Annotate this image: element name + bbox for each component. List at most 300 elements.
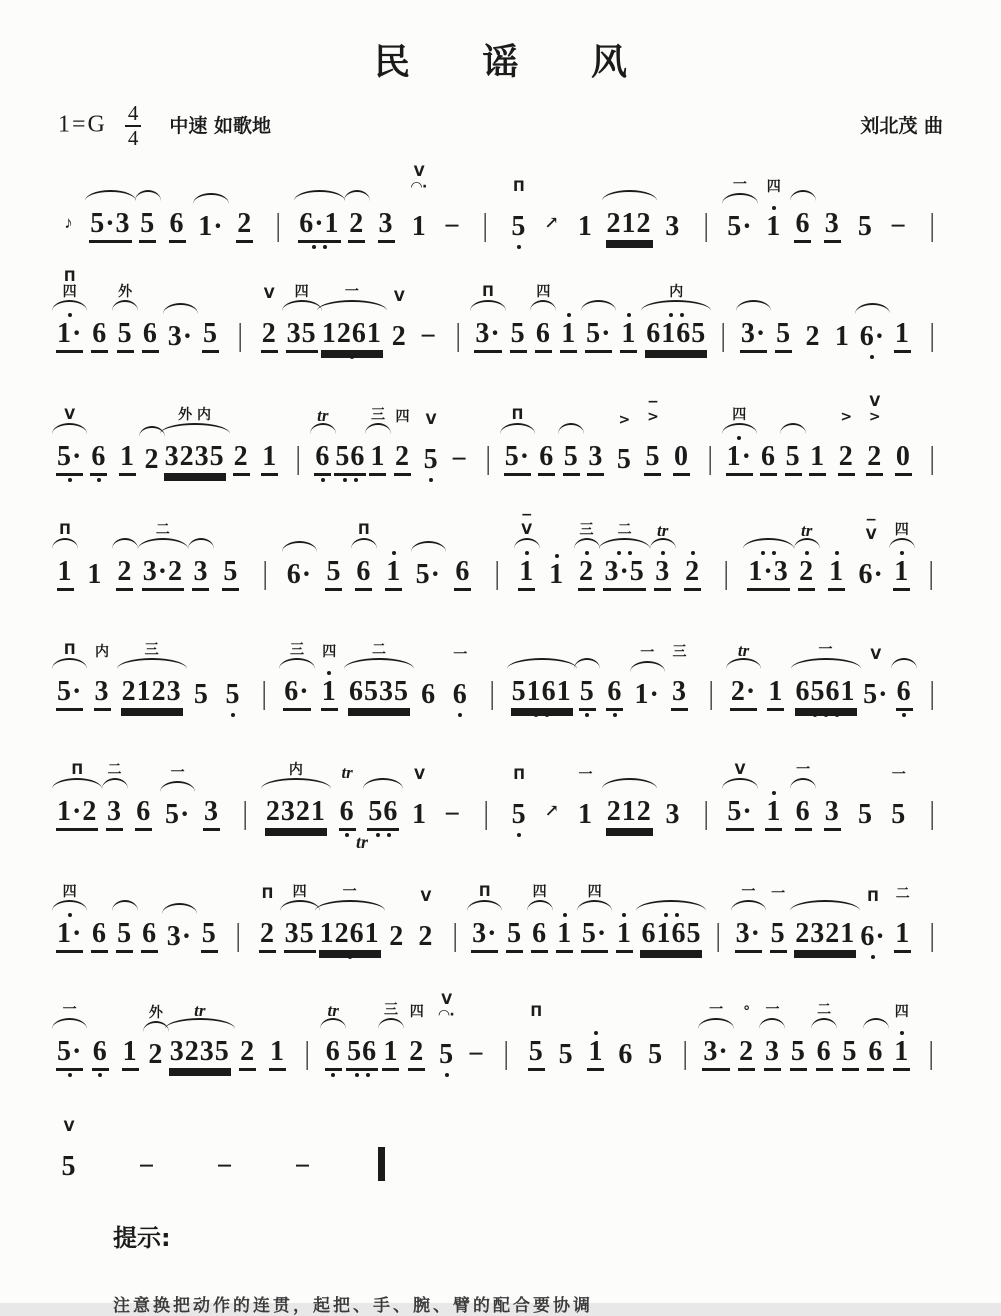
note-text: 3 xyxy=(203,797,220,831)
note-text: 2 xyxy=(391,321,407,352)
octave-dot xyxy=(331,1073,335,1077)
note-text: 5 xyxy=(616,444,632,475)
slur-arc xyxy=(611,428,637,437)
note-token xyxy=(890,864,916,961)
octave-dot xyxy=(348,955,352,959)
slur-arc xyxy=(577,900,612,911)
note-token xyxy=(794,740,812,839)
slur-arc xyxy=(506,783,532,792)
mark-text: 三 xyxy=(579,522,594,538)
note-token xyxy=(404,982,430,1079)
note-token xyxy=(798,500,816,599)
note-token xyxy=(89,622,115,719)
slur-arc xyxy=(791,658,861,669)
slur-arc xyxy=(52,1018,87,1029)
bow-finger-mark xyxy=(384,980,398,1018)
note-text: 5 xyxy=(770,919,787,953)
bow-finger-mark xyxy=(817,980,831,1018)
slur-arc xyxy=(539,197,565,206)
bow-finger-mark xyxy=(536,262,550,300)
slur-arc xyxy=(52,900,87,911)
note-text: 1 xyxy=(261,442,278,476)
barline xyxy=(225,863,251,962)
bow-finger-mark xyxy=(290,620,304,658)
note-token xyxy=(381,502,407,599)
bow-finger-mark xyxy=(669,262,683,300)
mark-text: Π xyxy=(513,179,525,195)
slur-arc xyxy=(919,191,945,200)
note-text: 6· xyxy=(859,321,886,352)
slur-arc xyxy=(165,1018,235,1029)
note-text: 5 xyxy=(439,1039,455,1070)
note-token xyxy=(572,157,598,251)
slur-arc xyxy=(86,902,112,911)
octave-dots xyxy=(585,711,589,719)
note-token xyxy=(660,745,686,839)
bow-finger-mark xyxy=(733,155,747,193)
mark-text: − xyxy=(647,394,659,410)
slur-arc xyxy=(434,1023,460,1032)
barline xyxy=(232,741,258,840)
slur-arc xyxy=(137,302,163,311)
note-text: | xyxy=(708,673,714,710)
slur-arc xyxy=(673,1019,699,1028)
note-text: | xyxy=(683,1033,688,1070)
slur-arc xyxy=(416,305,442,314)
note-text: 56 xyxy=(334,442,366,476)
note-text: 2 xyxy=(348,209,365,243)
note-text: 35 xyxy=(284,919,316,953)
note-text: | xyxy=(703,205,709,242)
note-token xyxy=(386,267,412,361)
note-text: 1 xyxy=(894,919,911,953)
mark-text: 四 xyxy=(587,884,602,900)
octave-dots xyxy=(348,953,352,961)
slur-arc xyxy=(919,424,945,433)
slur-arc xyxy=(505,302,531,311)
slur-arc xyxy=(254,902,280,911)
bow-finger-mark xyxy=(482,262,494,300)
note-text: 2 xyxy=(148,1039,164,1070)
slur-arc xyxy=(544,543,570,552)
note-token xyxy=(334,387,366,484)
mark-text: 二 xyxy=(155,522,170,538)
mark-text: 一 xyxy=(170,765,185,781)
note-text: 3·2 xyxy=(142,557,184,591)
note-token xyxy=(640,862,702,961)
octave-dot xyxy=(824,713,828,717)
note-text: 35 xyxy=(286,319,318,353)
note-text: 3 xyxy=(378,209,395,243)
note-token xyxy=(319,862,381,961)
slur-arc xyxy=(261,778,331,789)
tempo-marking: 中速 如歌地 xyxy=(169,114,271,137)
note-text: | xyxy=(929,438,935,475)
slur-arc xyxy=(650,538,676,549)
octave-dot xyxy=(813,713,817,717)
bow-finger-mark xyxy=(895,982,909,1020)
octave-dots xyxy=(345,831,349,839)
slur-arc xyxy=(919,659,945,668)
slur-arc xyxy=(346,1020,378,1029)
barline xyxy=(919,741,945,840)
bow-finger-mark xyxy=(765,980,779,1018)
slur-arc xyxy=(527,900,553,911)
slur-arc xyxy=(891,658,917,669)
note-token xyxy=(794,862,856,961)
note-text: 5· xyxy=(415,559,441,590)
slur-arc xyxy=(889,1020,915,1029)
note-text: ♪ xyxy=(64,212,74,232)
mark-text: 内 xyxy=(288,762,303,778)
note-text: 5· xyxy=(504,442,531,476)
note-token xyxy=(553,985,579,1079)
slur-arc xyxy=(736,300,771,311)
slur-arc xyxy=(235,1020,261,1029)
score-line xyxy=(56,500,945,599)
note-token xyxy=(89,152,131,251)
bow-finger-mark xyxy=(372,620,386,658)
note-token xyxy=(197,264,223,361)
note-text: 1 xyxy=(894,319,911,353)
note-token xyxy=(164,385,226,484)
barline xyxy=(294,981,320,1080)
mark-text: V xyxy=(413,164,425,180)
slur-arc xyxy=(859,905,886,914)
note-token xyxy=(196,864,222,961)
note-text: 5 xyxy=(117,319,134,353)
slur-arc xyxy=(811,1018,837,1029)
slur-arc xyxy=(833,425,859,434)
slur-arc xyxy=(697,424,723,433)
note-text: 1 xyxy=(578,799,594,830)
note-text: 5 xyxy=(511,799,527,830)
note-text: 5 xyxy=(193,679,209,710)
slur-arc xyxy=(890,902,916,911)
score-line xyxy=(56,620,945,719)
barline xyxy=(252,501,278,600)
slur-arc xyxy=(265,191,291,200)
note-text: 3 xyxy=(824,209,841,243)
slur-arc xyxy=(855,303,890,314)
slur-arc xyxy=(225,901,251,910)
octave-dot xyxy=(525,551,529,555)
note-token xyxy=(348,620,410,719)
note-text: − xyxy=(443,211,461,242)
octave-dot xyxy=(737,436,741,440)
note-text: 6 xyxy=(91,319,108,353)
octave-dot xyxy=(366,1073,370,1077)
mark-text: tr xyxy=(341,763,353,782)
note-text: 3 xyxy=(94,677,111,711)
slur-arc xyxy=(611,902,637,911)
mark-text: 一 xyxy=(732,177,747,193)
slur-arc xyxy=(693,779,719,788)
slur-arc xyxy=(351,538,377,549)
octave-dot xyxy=(664,913,668,917)
bow-finger-mark xyxy=(533,862,547,900)
note-text: 1 xyxy=(269,1037,286,1071)
note-text: 1 xyxy=(412,799,428,830)
note-text: 2 xyxy=(236,209,253,243)
octave-dots xyxy=(321,476,325,484)
note-text: 1 xyxy=(616,919,633,953)
bow-finger-mark xyxy=(262,864,274,902)
note-token xyxy=(763,622,789,719)
note-token xyxy=(56,980,83,1079)
note-text: 5 xyxy=(116,919,133,953)
mark-text: 一 xyxy=(453,647,468,663)
note-token xyxy=(583,982,609,1079)
note-text: 2 xyxy=(408,1037,425,1071)
bow-finger-mark xyxy=(741,862,755,900)
note-token xyxy=(785,982,811,1079)
note-text: | xyxy=(716,915,721,952)
note-text: 6 xyxy=(452,679,468,710)
octave-dot xyxy=(323,245,327,249)
note-text: 1· xyxy=(634,679,660,710)
slur-arc xyxy=(502,902,528,911)
mark-text: V xyxy=(870,647,882,663)
note-token xyxy=(585,262,612,361)
slur-arc xyxy=(669,425,695,434)
slur-arc xyxy=(285,424,311,433)
bow-finger-mark xyxy=(63,980,77,1018)
note-text: 6 xyxy=(142,319,159,353)
mark-text: 四 xyxy=(894,522,909,538)
slur-arc xyxy=(52,538,78,549)
note-text: 1 xyxy=(57,557,74,591)
slur-arc xyxy=(102,778,128,789)
mark-text: 外 xyxy=(118,284,133,300)
note-token xyxy=(167,265,194,361)
octave-dot xyxy=(429,478,433,482)
note-text: 1 xyxy=(385,557,402,591)
note-token xyxy=(192,500,210,599)
bow-finger-mark xyxy=(343,862,357,900)
slur-arc xyxy=(294,1019,320,1028)
octave-dot xyxy=(627,313,631,317)
slur-arc xyxy=(794,538,820,549)
slur-arc xyxy=(514,538,540,549)
slur-arc xyxy=(134,1135,160,1144)
note-token xyxy=(886,157,912,251)
note-token xyxy=(518,500,536,599)
barline xyxy=(919,263,945,362)
slur-arc xyxy=(227,301,253,310)
note-text: 6165 xyxy=(640,919,702,953)
bow-finger-mark xyxy=(345,262,359,300)
barline xyxy=(484,501,510,600)
octave-dot xyxy=(871,955,875,959)
note-token xyxy=(316,622,342,719)
mark-text: 四 xyxy=(322,644,337,660)
mark-text: Π xyxy=(511,407,524,423)
mark-text: V xyxy=(420,889,432,905)
slur-arc xyxy=(232,192,258,201)
note-token xyxy=(116,500,134,599)
note-text: | xyxy=(452,915,458,952)
octave-dots xyxy=(429,476,433,484)
mark-text: Π xyxy=(530,1004,543,1020)
mark-text: 四 xyxy=(62,284,77,300)
note-token xyxy=(369,385,387,484)
slur-arc xyxy=(711,301,737,310)
note-token xyxy=(87,982,113,1079)
note-token xyxy=(645,262,707,361)
note-token xyxy=(756,387,782,484)
slur-arc xyxy=(294,190,344,201)
bow-finger-mark xyxy=(869,387,881,425)
note-text: | xyxy=(703,793,709,830)
bow-finger-mark xyxy=(64,620,76,658)
bow-finger-mark xyxy=(732,385,746,423)
barline xyxy=(706,863,732,962)
bow-finger-mark xyxy=(796,740,810,778)
note-token xyxy=(556,264,582,361)
bow-finger-mark xyxy=(358,500,370,538)
octave-dots xyxy=(534,711,549,719)
mark-text: tr xyxy=(327,1001,339,1020)
note-text: 1 xyxy=(577,211,593,242)
note-token xyxy=(531,862,549,961)
slur-arc xyxy=(334,780,360,789)
slur-arc xyxy=(824,540,850,549)
slur-arc xyxy=(52,658,87,669)
slur-arc xyxy=(539,785,565,794)
barline xyxy=(473,153,499,252)
note-text: 2 xyxy=(259,919,276,953)
note-token xyxy=(406,157,432,251)
slur-arc xyxy=(404,1020,430,1029)
octave-dot xyxy=(613,713,617,717)
slur-arc xyxy=(756,425,782,434)
final-barline xyxy=(368,1092,394,1191)
note-text: − xyxy=(138,1150,156,1182)
slur-arc xyxy=(722,193,757,204)
note-text: | xyxy=(295,438,301,475)
mark-text: 二 xyxy=(371,642,386,658)
slur-arc xyxy=(573,783,599,792)
slur-arc xyxy=(523,1020,549,1029)
note-text: 1 xyxy=(549,559,565,590)
octave-dots xyxy=(343,476,358,484)
note-token xyxy=(616,264,642,361)
octave-dots xyxy=(376,831,391,839)
barline xyxy=(697,386,723,485)
note-token xyxy=(164,743,191,839)
note-token xyxy=(235,982,261,1079)
slur-arc xyxy=(447,428,473,437)
note-token xyxy=(450,502,476,599)
octave-dot xyxy=(594,1031,598,1035)
octave-dots xyxy=(517,243,521,251)
note-text: 6· xyxy=(283,677,310,711)
note-token xyxy=(56,385,83,484)
note-text: 5 xyxy=(325,557,342,591)
note-text: 1 xyxy=(893,557,910,591)
mark-text: V xyxy=(734,762,746,778)
slur-arc xyxy=(853,783,879,792)
bow-finger-mark xyxy=(840,387,852,425)
barline xyxy=(711,263,737,362)
slur-arc xyxy=(442,901,468,910)
note-token xyxy=(502,864,528,961)
note-token xyxy=(886,745,912,839)
mark-text: 四 xyxy=(294,284,309,300)
note-text: 5 xyxy=(139,209,156,243)
note-text: 3· xyxy=(166,921,193,952)
slur-arc xyxy=(889,538,915,549)
note-text: 1 xyxy=(828,557,845,591)
mark-text: 内 xyxy=(669,284,684,300)
bow-finger-mark xyxy=(513,745,525,783)
slur-arc xyxy=(473,191,499,200)
octave-dots xyxy=(68,1071,72,1079)
slur-arc xyxy=(857,543,884,552)
note-text: 1 xyxy=(518,557,535,591)
slur-arc xyxy=(886,195,912,204)
octave-dots xyxy=(445,1071,449,1079)
bow-finger-mark xyxy=(394,267,405,305)
note-text: 2 xyxy=(805,321,821,352)
mark-text: V xyxy=(425,412,437,428)
mark-text: 一 xyxy=(640,645,655,661)
slur-arc xyxy=(722,778,757,789)
note-text: 0 xyxy=(895,442,912,476)
slur-arc xyxy=(534,425,560,434)
mark-text: V xyxy=(63,1118,75,1135)
mark-text: Π xyxy=(63,642,76,658)
slur-arc xyxy=(473,779,499,788)
barline xyxy=(265,153,291,252)
note-text: − xyxy=(468,1039,485,1070)
note-text: | xyxy=(237,315,243,352)
note-text: 6535 xyxy=(348,677,410,711)
note-token xyxy=(852,157,878,251)
slur-arc xyxy=(334,425,366,434)
note-token xyxy=(853,745,879,839)
slur-arc xyxy=(640,425,666,434)
slur-arc xyxy=(693,191,719,200)
note-token xyxy=(355,500,373,599)
note-token xyxy=(471,862,498,961)
note-token xyxy=(434,985,460,1079)
note-text: 2· xyxy=(730,677,757,711)
mark-text: ◠· xyxy=(411,179,428,195)
note-text: 3·5 xyxy=(603,557,645,591)
slur-arc xyxy=(282,300,322,311)
mark-text: Π xyxy=(71,762,84,778)
note-text: 2 xyxy=(116,557,133,591)
note-token xyxy=(286,503,313,599)
note-text: 3 xyxy=(764,1037,781,1071)
slur-arc xyxy=(212,1135,238,1144)
octave-dot xyxy=(458,713,462,717)
bow-finger-mark xyxy=(420,867,431,905)
slur-arc xyxy=(131,780,157,789)
slur-arc xyxy=(660,783,686,792)
bow-finger-mark xyxy=(580,500,594,538)
slur-arc xyxy=(919,779,945,788)
note-text: 3· xyxy=(471,919,498,953)
score-line xyxy=(56,152,945,251)
slur-arc xyxy=(734,1020,760,1029)
note-text: − xyxy=(451,444,469,475)
mark-text: Π xyxy=(482,284,494,300)
note-text: 6 xyxy=(92,1037,109,1071)
note-token xyxy=(82,505,108,599)
